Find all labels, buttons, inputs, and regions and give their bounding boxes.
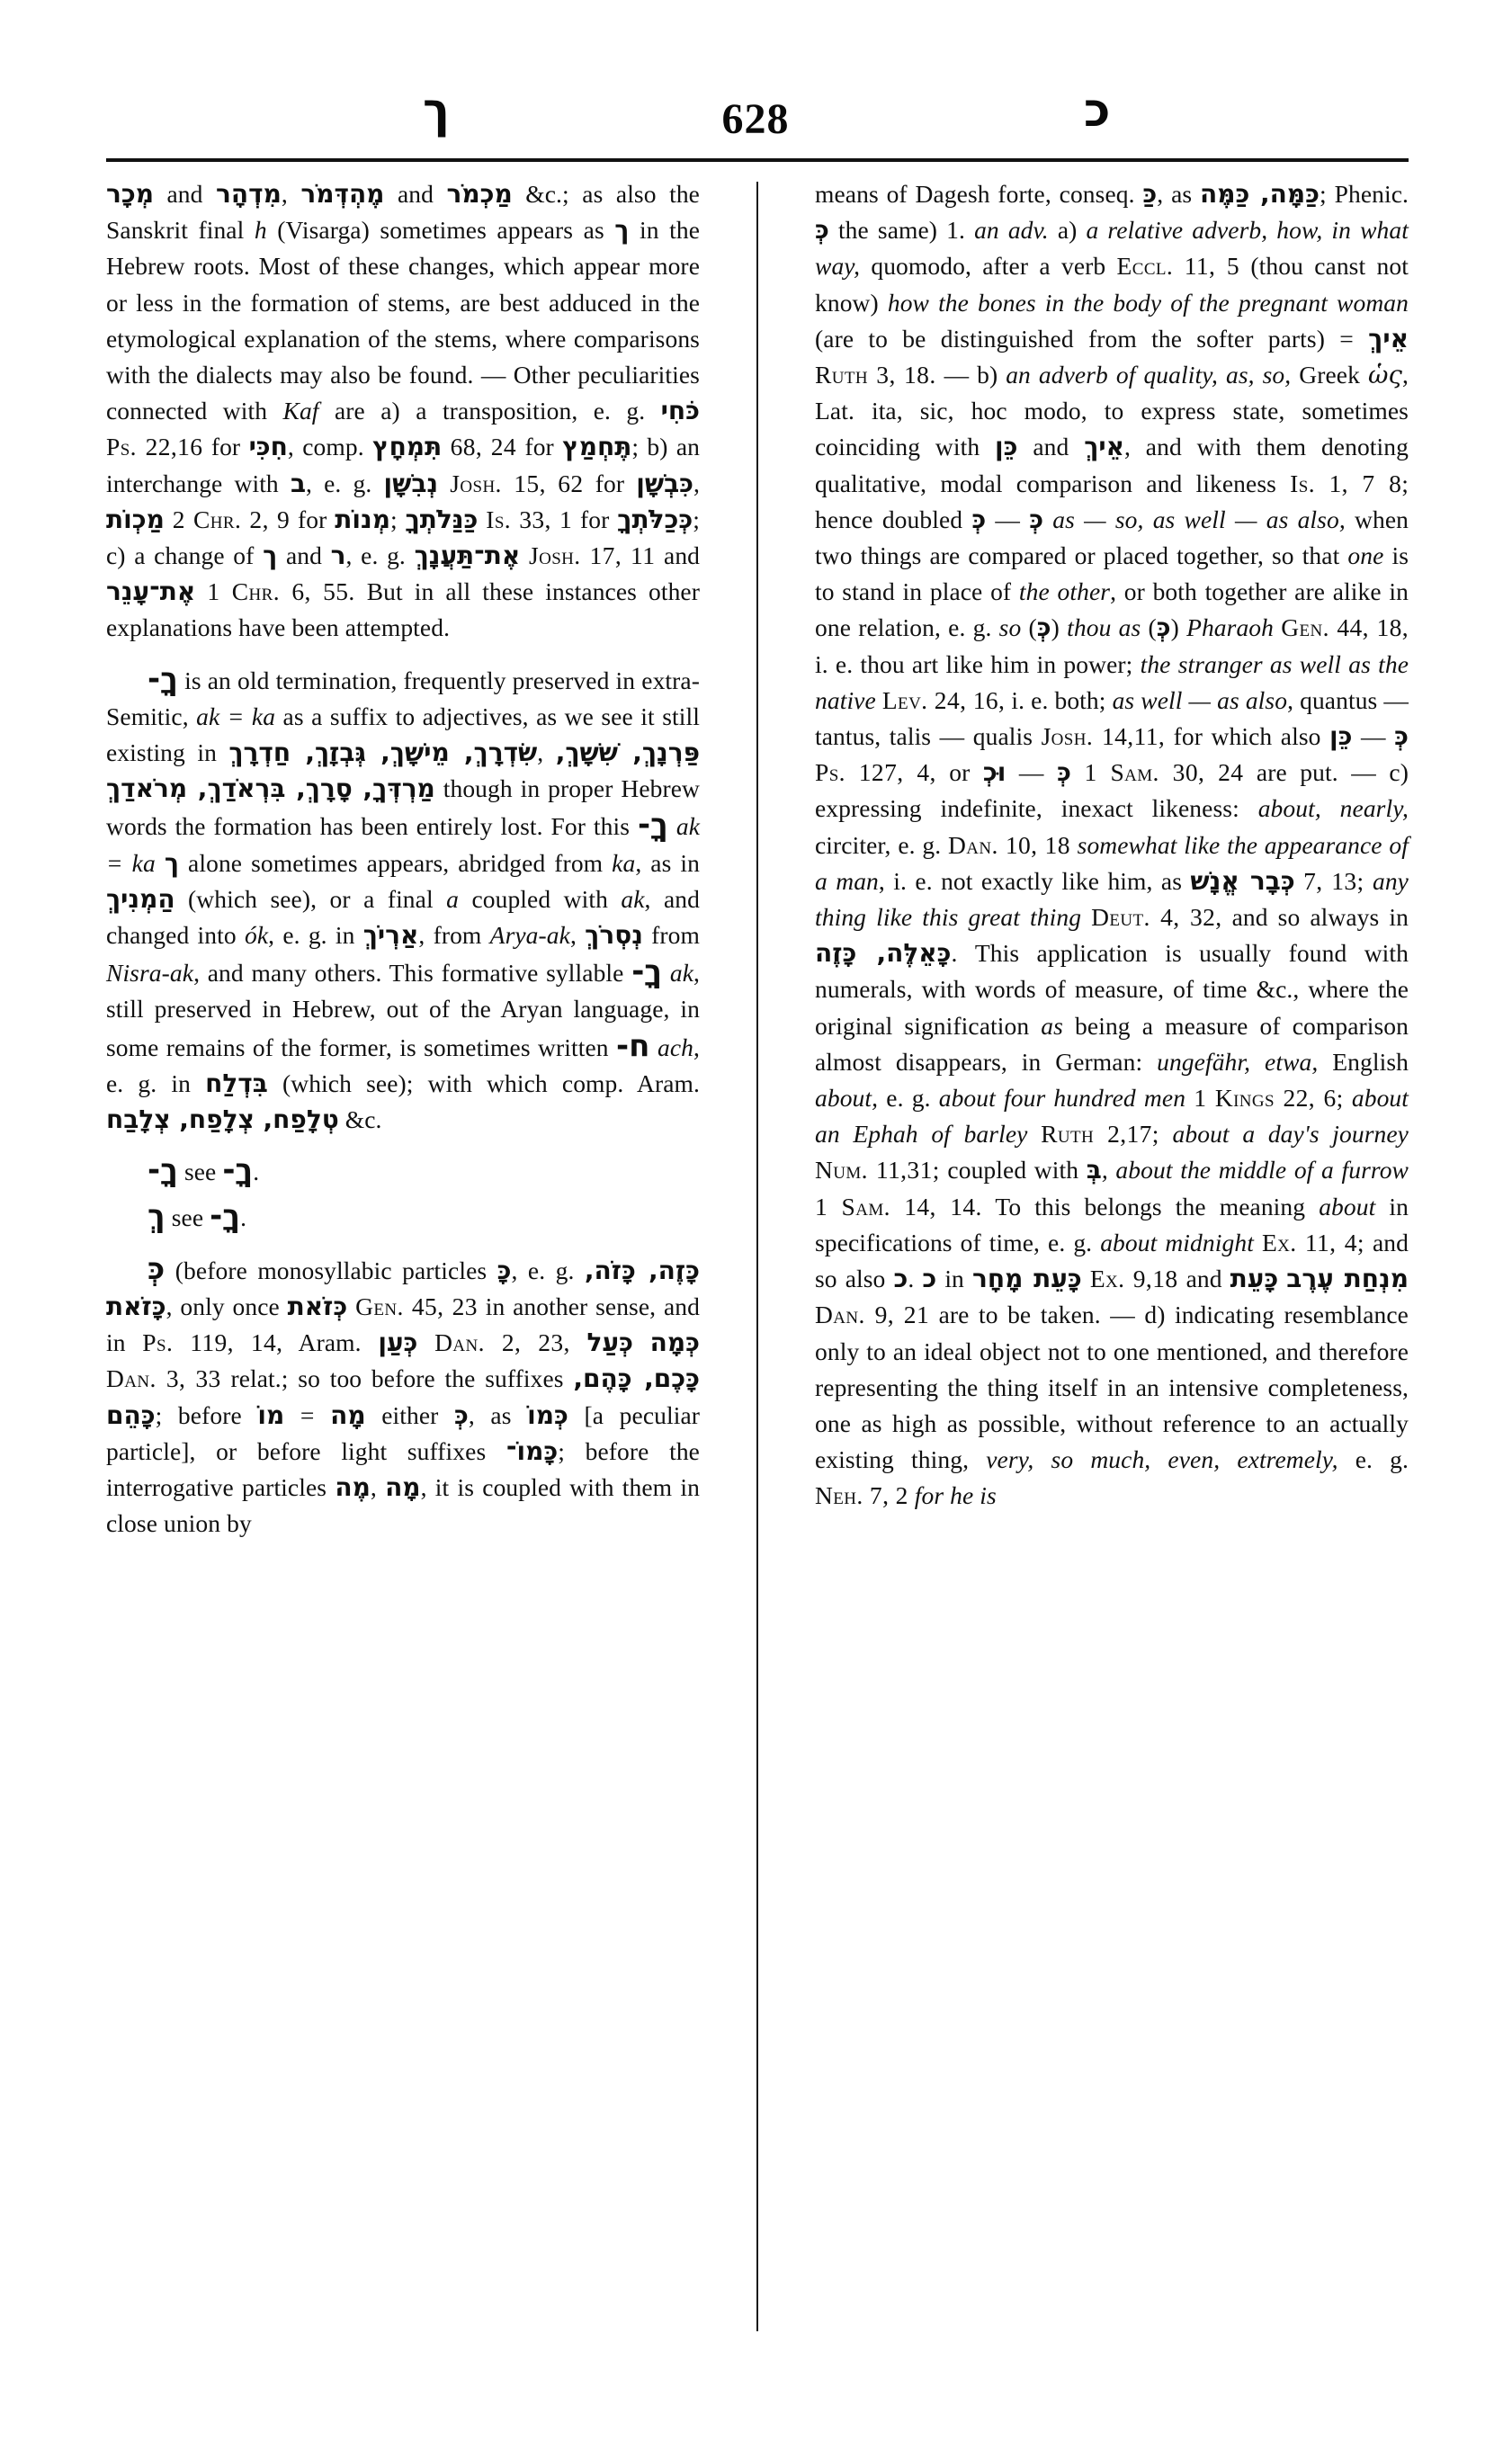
italic-term: Arya-ak — [489, 921, 570, 950]
inline-text: for — [595, 469, 625, 497]
hebrew-word: כָּעֵת מָחָר — [971, 1264, 1082, 1294]
inline-text: ; before — [155, 1400, 242, 1429]
hebrew-word-list: כָּאֵלֶּה, כָּזֶה — [815, 938, 952, 969]
inline-text: quomodo, after a verb — [871, 252, 1106, 281]
italic-term: so — [998, 613, 1022, 642]
hebrew-word: כָּמוֹ־ — [505, 1435, 559, 1466]
paragraph-termination: ךָ- is an old termination, frequently preserved in extra-Semitic, ak = ka as a suffix to adjectives, as we see it still existing in שִׂדְרָךְ, מֵישָׁךְ, גְּבְזָךְ, חַדְרָךְ, פַּרְנָךְ, שִׁשָׁךְ, מַרְדְּךָ, סָרָךְ, בִּרְאֹדַךְ, מְרֹאדַךְ though in proper Hebrew words the formation has been entirely lost. For this ךָ- ak = ka ך alone sometimes appears, abridged from ka, as in הַמְנִיךְ (which see), or a final a coupled with ak, and changed into ók, e. g. in אַרְיֹךְ, from Arya-ak, נְסְרֹךְ from Nisra-ak, and many others. This formative syllable ךָ- ak, still preserved in Hebrew, out of the Aryan language, in some remains of the former, is sometimes written ח- ach, e. g. in בִּדְלַח (which see); with which comp. Aram. טְלָפַח, צְלָפַח, צְלָבַח &c. — [106, 660, 701, 1135]
hebrew-word: כְּזֹאת — [287, 1291, 348, 1321]
scripture-reference: Num. 11,31; — [815, 1156, 940, 1185]
hebrew-letter: ך — [164, 847, 180, 878]
italic-gloss: about midnight — [1100, 1228, 1254, 1256]
inline-text: and — [166, 180, 203, 208]
scripture-reference: Ps. 119, 14, — [142, 1328, 283, 1357]
hebrew-cross-target[interactable]: ךָ- — [210, 1198, 241, 1235]
hebrew-lemma: ךָ- — [631, 953, 663, 990]
hebrew-word: כְּ — [1057, 757, 1071, 788]
inline-text: (are to be distinguished from the softer parts) — [815, 324, 1325, 353]
inline-text: &c.; as also the Sanskrit final — [106, 180, 700, 245]
cross-reference-1: ךָ- see ךָ-. — [148, 1152, 260, 1189]
inline-text: being a measure of comparison almost disappears, in German: — [815, 1011, 1409, 1076]
inline-text: in another sense, and in — [106, 1292, 700, 1357]
inline-text: (which see), or a final — [188, 884, 434, 913]
italic-gloss: how the bones in the body of the pregnant woman — [887, 288, 1409, 317]
inline-text: or — [949, 758, 971, 787]
hebrew-word: כֹּחִי — [660, 396, 700, 426]
inline-text: alone sometimes appears, abridged from — [188, 848, 604, 877]
right-column — [815, 176, 1409, 2353]
hebrew-word: כְּ — [1036, 612, 1051, 643]
hebrew-word: כְּבָר אֱנָשׁ — [1190, 865, 1295, 896]
hebrew-word: כָּ — [497, 1255, 512, 1285]
italic-term: ak — [669, 959, 694, 988]
hebrew-word: מַכְוֹת — [106, 504, 165, 534]
hebrew-word: כְּ — [971, 504, 987, 534]
hebrew-word-list: פַּרְנָךְ, שִׁשָׁךְ, מַרְדְּךָ, סָרָךְ, בִּרְאֹדַךְ, מְרֹאדַךְ — [106, 738, 701, 804]
hebrew-word: כִּבְשָׁן — [636, 468, 694, 498]
italic-term: ók — [244, 921, 269, 950]
inline-text: ; b) an interchange with — [106, 433, 701, 497]
hebrew-cross-target[interactable]: ךָ- — [222, 1152, 254, 1189]
hebrew-word: אֶת־עָנֵר — [106, 577, 196, 607]
scripture-reference: Josh. 17, 11 — [528, 541, 656, 570]
hebrew-lemma: ח- — [615, 1027, 650, 1064]
sense-label-b: b) — [977, 361, 998, 389]
scripture-reference: 1 Sam. 30, 24 — [1084, 758, 1244, 787]
inline-text: for — [298, 505, 327, 533]
inline-text: , only once — [166, 1292, 280, 1320]
italic-term: one — [1347, 541, 1384, 570]
inline-text: (before monosyllabic particles — [174, 1256, 488, 1284]
hebrew-word: מָה — [385, 1471, 421, 1502]
inline-text: is to stand in place of — [815, 541, 1409, 606]
hebrew-letter: כ — [922, 1264, 937, 1294]
hebrew-word: כְּכַלֹּתְךָ — [617, 504, 693, 534]
hebrew-letter: ר — [330, 541, 346, 571]
hebrew-lemma: ךְ — [148, 1198, 166, 1235]
hebrew-word: כְּעַן — [378, 1328, 418, 1358]
entry-kaf — [106, 1251, 700, 1542]
inline-text: ; — [389, 505, 398, 533]
scripture-reference: Dan. 3, 33 — [106, 1364, 221, 1393]
hebrew-letter: ך — [263, 541, 278, 571]
italic-term: ak = ka — [196, 702, 276, 730]
hebrew-word: מָה — [330, 1399, 366, 1430]
hebrew-word-list: טְלָפַח, צְלָפַח, צְלָבַח — [106, 1104, 339, 1135]
inline-text: ; Phenic. — [1320, 180, 1409, 208]
scripture-reference: Dan. 9, 21 — [815, 1301, 930, 1329]
italic-gloss: any thing like this great thing — [815, 866, 1409, 932]
inline-text: , comp. — [287, 433, 364, 461]
running-head — [108, 84, 1403, 159]
italic-term: about — [1319, 1192, 1376, 1221]
hebrew-word: חִכִּי — [248, 432, 288, 462]
scripture-reference: Eccl. 11, 5 — [1116, 252, 1240, 281]
italic-gloss: about an Ephah of barley — [815, 1084, 1409, 1149]
inline-text: , as — [1157, 180, 1193, 208]
inline-text: when two things are compared or placed together, so that — [815, 505, 1409, 570]
italic-gloss: for he is — [914, 1481, 997, 1510]
scripture-reference: Dan. 10, 18 — [948, 830, 1070, 859]
hebrew-word: מִדְהָר — [216, 179, 282, 209]
inline-text: and so always in — [1231, 903, 1409, 932]
cross-reference-2: ךְ see ךָ-. — [148, 1198, 247, 1235]
inline-text: for — [524, 433, 554, 461]
inline-text: Greek — [1299, 361, 1360, 389]
hebrew-word: כְּ — [1394, 721, 1409, 752]
scripture-reference: Ex. 9,18 — [1089, 1265, 1178, 1293]
italic-gloss: as well — as also — [1112, 685, 1288, 714]
italic-term: ka — [612, 848, 636, 877]
inline-text: , or both together are alike in one relation, e. g. — [815, 577, 1409, 642]
hebrew-word: בְּ — [1086, 1155, 1102, 1185]
inline-text: and — [285, 541, 322, 570]
inline-text: , and many others. This formative syllable — [193, 959, 624, 988]
hebrew-word: כַּ — [1142, 179, 1158, 209]
inline-text: means of Dagesh forte, conseq. — [815, 180, 1135, 208]
inline-text: and — [1033, 433, 1069, 461]
inline-text: i. e. thou art like him in power; — [815, 649, 1133, 678]
inline-text: for — [210, 433, 241, 461]
italic-term: ak = ka — [106, 812, 700, 877]
scripture-reference: Dan. 2, 23, — [434, 1328, 570, 1357]
hebrew-word: בִּדְלַח — [205, 1068, 268, 1098]
hebrew-lemma: ךָ- — [148, 660, 178, 697]
inline-text: , — [693, 469, 700, 497]
inline-text: , — [569, 921, 577, 950]
see-label: see — [183, 1158, 217, 1186]
inline-text: ; before the interrogative particles — [106, 1436, 700, 1501]
inline-text: (Visarga) sometimes appears as — [277, 216, 604, 245]
inline-text: (thou canst not know) — [815, 252, 1409, 317]
inline-text: To this belongs the meaning — [995, 1192, 1306, 1221]
left-column — [106, 176, 700, 2353]
inline-text: , still preserved in Hebrew, out of the Aryan language, in some remains of the former, is sometimes written — [106, 959, 700, 1061]
scripture-reference: Ruth 3, 18. — [815, 361, 936, 389]
italic-term: a — [446, 884, 460, 913]
hebrew-word: אֶת־תַּעֲנָךְ — [414, 541, 521, 571]
inline-text: English — [1332, 1047, 1409, 1076]
column-divider — [756, 182, 758, 2331]
hebrew-word: כְּעַל — [586, 1328, 633, 1358]
equals-sign: = — [300, 1400, 315, 1429]
inline-text: &c. — [344, 1105, 382, 1134]
inline-text: , quantus — tantus, talis — qualis — [815, 685, 1409, 751]
italic-gloss: about a day's journey — [1172, 1120, 1409, 1149]
hebrew-word: כְּ — [815, 215, 829, 246]
sense-label-c: c) — [1389, 758, 1409, 787]
inline-text: and so also — [815, 1228, 1409, 1293]
inline-text: in the Hebrew roots. Most of these changes, which appear more or less in the formation of stems, are best adduced in the etymological explanation of the stems, where comparisons with the dialects may also be found. — Other peculiarities connected with — [106, 216, 701, 425]
inline-text: either — [381, 1400, 439, 1429]
inline-text: in — [944, 1265, 964, 1293]
inline-text: indicating resemblance only to an ideal object not to one mentioned, and therefore representing the thing itself in an intensive completeness, one as high as possible, without reference to an actually existing thing, — [815, 1301, 1409, 1474]
italic-gloss: about, nearly, — [1257, 794, 1409, 823]
inline-text: e. g. — [1355, 1445, 1409, 1474]
italic-gloss: a relative adverb, how, in what way, — [815, 216, 1409, 281]
italic-term: Nisra-ak — [106, 959, 194, 988]
italic-german: ungefähr, etwa, — [1157, 1047, 1319, 1076]
inline-text: [a peculiar particle], or before light suffixes — [106, 1400, 701, 1465]
inline-text: coupled with — [947, 1156, 1079, 1185]
scripture-reference: Lev. 24, 16, — [881, 685, 1006, 714]
inline-text: from — [651, 921, 701, 950]
hebrew-word: וּכְ — [982, 757, 1007, 788]
paragraph-kaf-continuation: means of Dagesh forte, conseq. כַּ, as כַּמָּה, כַּמֶּה; Phenic. כְּ the same) 1. an adv. a) a relative adverb, how, in what way, quomodo, after a verb Eccl. 11, 5 (thou canst not know) how the bones in the body of the pregnant woman (are to be distinguished from the softer parts) = אֵיךְ Ruth 3, 18. — b) an adverb of quality, as, so, Greek ὡς, Lat. ita, sic, hoc modo, to express state, sometimes coinciding with כֵּן and אֵיךְ, and with them denoting qualitative, modal comparison and likeness Is. 1, 7 8; hence doubled כְּ — כְּ as — so, as well — as also, when two things are compared or placed together, so that one is to stand in place of the other, or both together are alike in one relation, e. g. so (כְּ) thou as (כְּ) Pharaoh Gen. 44, 18, i. e. thou art like him in power; the stranger as well as the native Lev. 24, 16, i. e. both; as well — as also, quantus — tantus, talis — qualis Josh. 14,11, for which also כֵּן — כְּ Ps. 127, 4, or וּכְ — כְּ 1 Sam. 30, 24 are put. — c) expressing indefinite, inexact likeness: about, nearly, circiter, e. g. Dan. 10, 18 somewhat like the appearance of a man, i. e. not exactly like him, as כְּבָר אֱנָשׁ 7, 13; any thing like this great thing Deut. 4, 32, and so always in כָּאֵלֶּה, כָּזֶה. This application is usually found with numerals, with words of measure, of time &c., where the original signification as being a measure of comparison almost disappears, in German: ungefähr, etwa, English about, e. g. about four hundred men 1 Kings 22, 6; about an Ephah of barley Ruth 2,17; about a day's journey Num. 11,31; coupled with בְּ, about the middle of a furrow 1 Sam. 14, 14. To this belongs the meaning about in specifications of time, e. g. about midnight Ex. 11, 4; and so also כ. כ in כָּעֵת מָחָר Ex. 9,18 and כָּעֵת מִנְחַת עֶרֶב Dan. 9, 21 are to be taken. — d) indicating resemblance only to an ideal object not to one mentioned, and therefore representing the thing itself in an intensive completeness, one as high as possible, without reference to an actually existing thing, very, so much, even, extremely, e. g. Neh. 7, 2 for he is — [815, 179, 1409, 1510]
inline-text: the same) — [837, 216, 938, 245]
inline-text: for which also — [1173, 722, 1321, 751]
inline-text: ; c) a change of — [106, 505, 700, 570]
sense-label-d: d) — [1144, 1301, 1166, 1329]
inline-text: though in proper Hebrew words the formation has been entirely lost. For this — [106, 774, 701, 841]
inline-text: , — [370, 1472, 377, 1501]
scripture-reference: 1 Sam. 14, 14. — [815, 1192, 982, 1221]
scripture-reference: 1 Chr. 6, 55. — [207, 577, 355, 606]
hebrew-word: אַרְיֹךְ — [362, 920, 419, 951]
scripture-reference: Ps. 22,16 — [106, 433, 203, 461]
inline-text: and — [1185, 1265, 1222, 1293]
italic-gloss: very, so much, even, extremely, — [986, 1445, 1338, 1474]
hebrew-letter: כ — [893, 1264, 908, 1294]
italic-gloss: somewhat like the appearance of a man — [815, 830, 1409, 895]
hebrew-word-list: כָּכֶם, כָּהֶם, כָּהֵם — [106, 1364, 700, 1430]
inline-text: ; hence doubled — [815, 469, 1409, 533]
inline-text: are to be taken. — — [938, 1301, 1135, 1329]
hebrew-word: מַכְמֹר — [446, 179, 513, 209]
inline-text: coupled with — [471, 884, 608, 913]
inline-text: (which see); with which comp. Aram. — [282, 1069, 700, 1097]
hebrew-word: כֵּן — [995, 432, 1018, 462]
hebrew-word: כְּמוֹ — [527, 1399, 568, 1430]
inline-text: are put. — — [1256, 758, 1376, 787]
hebrew-word: כְּ — [1029, 504, 1044, 534]
hebrew-word: אֵיךְ — [1368, 323, 1409, 353]
sense-number: 1. — [946, 216, 965, 245]
scripture-reference: Ex. 11, 4; — [1261, 1228, 1364, 1256]
paragraph-transpositions: מְכָר and מִדְהָר, מֶהְדְּמֹר and מַכְמֹר &c.; as also the Sanskrit final h (Visarga) sometimes appears as ך in the Hebrew roots. Most of these changes, which appear more or less in the formation of stems, are best adduced in the etymological explanation of the stems, where comparisons with the dialects may also be found. — Other peculiarities connected with Kaf are a) a transposition, e. g. כֹּחִי Ps. 22,16 for חִכִּי, comp. תִּמְחָץ 68, 24 for תֶּחְמַץ; b) an interchange with ב, e. g. נְבִשָּׁן Josh. 15, 62 for כִּבְשָׁן, מַכְוֹת 2 Chr. 2, 9 for מְנוֹת; כַּנַּלֹתְךָ Is. 33, 1 for כְּכַלֹּתְךָ; c) a change of ך and ר, e. g. אֶת־תַּעֲנָךְ Josh. 17, 11 and אֶת־עָנֵר 1 Chr. 6, 55. But in all these instances other explanations have been attempted. — [106, 179, 701, 642]
hebrew-word: הַמְנִיךְ — [106, 883, 175, 914]
hebrew-word-list: כָּזֶה, כָּזֹה, כָּזֹאת — [106, 1255, 700, 1321]
italic-gloss: as — so, as well — as also, — [1052, 505, 1346, 533]
inline-text: , e. g. — [511, 1256, 575, 1284]
sense-label-a: a) — [1057, 216, 1078, 245]
inline-text: as a suffix to adjectives, as we see it still existing in — [106, 702, 700, 767]
italic-gloss: an adverb of quality, as, so, — [1006, 361, 1292, 389]
scripture-reference: 2 Chr. 2, 9 — [172, 505, 291, 533]
inline-text: , from — [418, 921, 482, 950]
inline-text: , e. g. — [345, 541, 406, 570]
inline-text: expressing indefinite, inexact likeness: — [815, 794, 1239, 823]
hebrew-word-list: כַּמָּה, כַּמֶּה — [1200, 179, 1320, 209]
hebrew-word: מוֹ — [257, 1399, 285, 1430]
scripture-reference: 1 Kings 22, 6; — [1194, 1084, 1344, 1113]
scripture-reference: Gen. 45, 23 — [355, 1292, 478, 1320]
hebrew-word: מְכָר — [106, 179, 154, 209]
scripture-reference: Is. 1, 7 8 — [1290, 469, 1402, 497]
italic-gloss: Pharaoh — [1186, 613, 1275, 642]
italic-term: ak — [621, 884, 645, 913]
hebrew-letter: ך — [614, 215, 630, 246]
hebrew-word: נְבִשָּׁן — [383, 468, 439, 498]
inline-text: , and changed into — [106, 884, 700, 950]
italic-term: Kaf — [282, 397, 319, 425]
inline-text: and — [664, 541, 701, 570]
hebrew-word: תִּמְחָץ — [372, 432, 443, 462]
italic-term: as — [1041, 1011, 1063, 1040]
italic-term: about, — [815, 1084, 879, 1113]
scripture-reference: Gen. 44, 18, — [1281, 613, 1409, 642]
greek-word: ὡς — [1367, 361, 1402, 390]
inline-text: are a) a transposition, e. g. — [334, 397, 646, 425]
inline-text: circiter, e. g. — [815, 830, 942, 859]
scripture-reference: Ps. 127, 4, — [815, 758, 936, 787]
hebrew-word: כְּ — [1156, 612, 1171, 643]
inline-text: is an old termination, frequently preserved in extra-Semitic, — [106, 666, 700, 730]
italic-term: ach — [658, 1033, 694, 1061]
hebrew-final-kaf-glyph: ך — [423, 84, 451, 138]
inline-text: But in all these instances other explanations have been attempted. — [106, 577, 700, 642]
inline-text: . This application is usually found with numerals, with words of measure, of time &c., where the original signification — [815, 939, 1409, 1040]
scripture-reference: Is. 33, 1 — [486, 505, 573, 533]
scripture-reference: 68, 24 — [450, 433, 517, 461]
inline-text: , it is coupled with them in close union by — [106, 1472, 700, 1538]
page-number: 628 — [721, 95, 790, 143]
italic-gloss: the stranger as well as the native — [815, 649, 1409, 714]
inline-text: Aram. — [298, 1328, 362, 1357]
inline-text: in specifications of time, e. g. — [815, 1192, 1409, 1256]
inline-text: , e. g. in — [106, 1033, 700, 1097]
hebrew-word: מֶהְדְּמֹר — [300, 179, 385, 209]
inline-text: , as — [468, 1400, 512, 1429]
italic-gloss: , about the middle of a furrow — [1101, 1156, 1409, 1185]
scripture-reference: Josh. 15, 62 — [450, 469, 584, 497]
hebrew-word: תֶּחְמַץ — [562, 432, 632, 462]
italic-gloss: about four hundred men — [938, 1084, 1186, 1113]
italic-term: h — [254, 216, 267, 245]
hebrew-word: מִנְחַת עֶרֶב — [1286, 1264, 1409, 1294]
scripture-reference: Deut. 4, 32, — [1091, 903, 1222, 932]
inline-text: and — [397, 180, 434, 208]
inline-text: for — [580, 505, 610, 533]
inline-text: , i. e. not exactly like him, as — [878, 866, 1183, 895]
inline-text: , as in — [635, 848, 701, 877]
hebrew-word: כָּעֵת — [1230, 1264, 1279, 1294]
italic-term: an adv. — [974, 216, 1049, 245]
scripture-reference: Josh. 14,11, — [1041, 722, 1166, 751]
hebrew-word: כְּ — [454, 1399, 469, 1430]
hebrew-word: אֵיךְ — [1084, 432, 1124, 462]
inline-text: e. g. — [886, 1084, 931, 1113]
scripture-reference: Neh. 7, 2 — [815, 1481, 908, 1510]
see-label: see — [171, 1203, 204, 1232]
equals-sign: = — [1339, 324, 1354, 353]
hebrew-word: נְסְרֹךְ — [585, 920, 643, 951]
entry-lemma-kaf: כְּ — [148, 1250, 166, 1287]
inline-text: , Lat. ita, sic, hoc modo, to express state, sometimes coinciding with — [815, 361, 1409, 461]
hebrew-kaf-glyph: כ — [1084, 84, 1111, 138]
hebrew-lemma: ךָ- — [637, 807, 668, 844]
header-rule — [106, 158, 1409, 162]
hebrew-word: כְּמָה — [649, 1328, 700, 1358]
hebrew-word: מֶה — [335, 1471, 371, 1502]
inline-text: i. e. both; — [1011, 685, 1106, 714]
hebrew-word: כֵּן — [1329, 721, 1353, 752]
hebrew-letter: ב — [290, 468, 307, 498]
hebrew-word: מְנוֹת — [335, 504, 390, 534]
italic-gloss: thou as — [1067, 613, 1141, 642]
hebrew-word: כַּנַּלֹתְךָ — [405, 504, 479, 534]
scripture-reference: 7, 13; — [1303, 866, 1364, 895]
inline-text: , e. g. — [306, 469, 372, 497]
inline-text: , and with them denoting qualitative, modal comparison and likeness — [815, 433, 1409, 497]
italic-term: the other — [1018, 577, 1111, 606]
hebrew-word-list: שִׂדְרָךְ, מֵישָׁךְ, גְּבְזָךְ, חַדְרָךְ — [228, 738, 538, 768]
em-dash: — — [944, 361, 970, 389]
inline-text: , e. g. in — [268, 921, 355, 950]
inline-text: relat.; so too before the suffixes — [230, 1364, 564, 1393]
scripture-reference: Ruth 2,17; — [1041, 1120, 1159, 1149]
column-container — [106, 176, 1409, 2353]
hebrew-lemma: ךָ- — [148, 1152, 178, 1189]
